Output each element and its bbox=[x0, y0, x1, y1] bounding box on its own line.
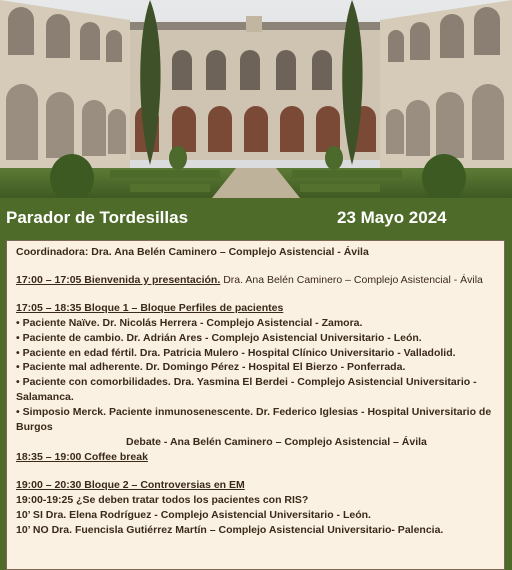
block1-item: • Paciente con comorbilidades. Dra. Yasmina El Berdei - Complejo Asistencial Universitario - Salamanca. bbox=[16, 376, 477, 404]
event-date: 23 Mayo 2024 bbox=[337, 208, 447, 227]
coordinator-label: Coordinadora: bbox=[16, 246, 89, 258]
welcome-time: 17:00 – 17:05 Bienvenida y presentación. bbox=[16, 273, 221, 286]
block1-item: • Paciente mal adherente. Dr. Domingo Pérez - Hospital El Bierzo - Ponferrada. bbox=[16, 361, 406, 374]
block2-item: 10’ NO Dra. Fuencisla Gutiérrez Martín – Complejo Asistencial Universitario- Palencia. bbox=[16, 523, 444, 536]
coffee-break: 18:35 – 19:00 Coffee break bbox=[16, 450, 148, 463]
coordinator-text: Dra. Ana Belén Caminero – Complejo Asistencial - Ávila bbox=[91, 246, 369, 258]
program-section bbox=[0, 238, 512, 570]
block1-item: • Paciente de cambio. Dr. Adrián Ares - Complejo Asistencial Universitario - León. bbox=[16, 331, 422, 344]
title-bar bbox=[0, 198, 512, 238]
block2-item: 10’ SI Dra. Elena Rodríguez - Complejo Asistencial Universitario - León. bbox=[16, 508, 371, 521]
block1-title: 17:05 – 18:35 Bloque 1 – Bloque Perfiles de pacientes bbox=[16, 301, 284, 314]
venue-title: Parador de Tordesillas bbox=[6, 208, 189, 227]
program-panel bbox=[6, 240, 505, 570]
block2-item: 19:00-19:25 ¿Se deben tratar todos los pacientes con RIS? bbox=[16, 493, 309, 506]
cloister-photo bbox=[0, 0, 512, 198]
block2-title: 19:00 – 20:30 Bloque 2 – Controversias en EM bbox=[16, 478, 245, 491]
block1-item: • Paciente Naïve. Dr. Nicolás Herrera - Complejo Asistencial - Zamora. bbox=[16, 316, 363, 329]
block1-item: • Paciente en edad fértil. Dra. Patricia Mulero - Hospital Clínico Universitario - Valladolid. bbox=[16, 346, 456, 359]
debate-line: Debate - Ana Belén Caminero – Complejo Asistencial – Ávila bbox=[126, 435, 427, 448]
welcome-text: Dra. Ana Belén Caminero – Complejo Asistencial - Ávila bbox=[223, 273, 483, 286]
block1-item: • Simposio Merck. Paciente inmunosenescente. Dr. Federico Iglesias - Hospital Universitario de Burgos bbox=[16, 406, 492, 434]
coordinator-line bbox=[16, 245, 495, 260]
welcome-line bbox=[16, 273, 495, 288]
